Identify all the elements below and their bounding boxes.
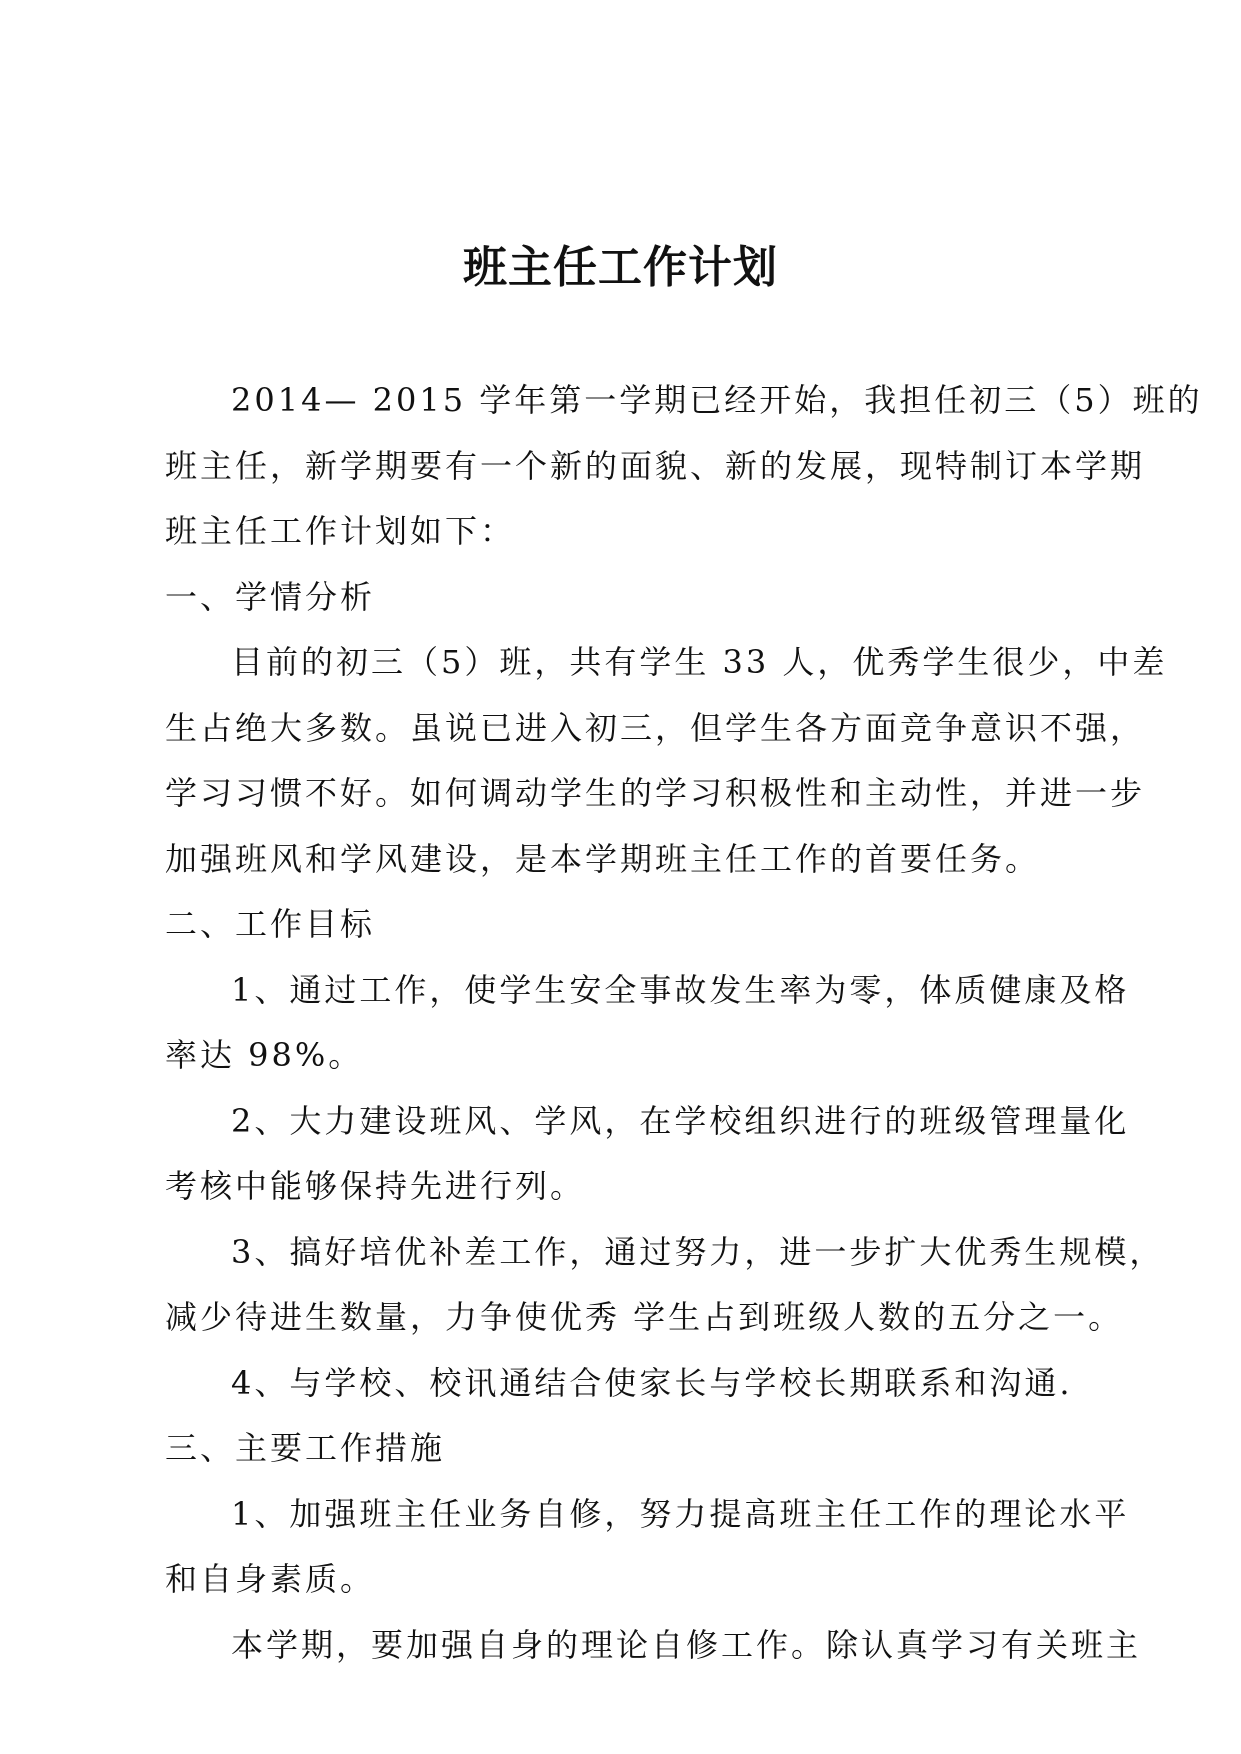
text-line: 班主任，新学期要有一个新的面貌、新的发展，现特制订本学期: [165, 446, 1146, 485]
text-line: 学习习惯不好。如何调动学生的学习积极性和主动性，并进一步: [165, 774, 1146, 812]
text-line: 目前的初三（5）班，共有学生 33 人，优秀学生很少，中差: [231, 643, 1168, 681]
text-line: 和自身素质。: [165, 1560, 376, 1598]
text-line: 加强班风和学风建设，是本学期班主任工作的首要任务。: [165, 839, 1041, 878]
text-line: 2014— 2015 学年第一学期已经开始，我担任初三（5）班的: [231, 381, 1203, 419]
text-line: 生占绝大多数。虽说已进入初三，但学生各方面竞争意识不强，: [165, 708, 1146, 747]
document-body: [165, 368, 1203, 1678]
text-line: 率达 98%。: [165, 1036, 364, 1074]
text-line: 1、通过工作，使学生安全事故发生率为零，体质健康及格: [231, 970, 1130, 1009]
text-line: 1、加强班主任业务自修，努力提高班主任工作的理论水平: [231, 1494, 1130, 1533]
text-line: 考核中能够保持先进行列。: [165, 1167, 586, 1205]
text-line: 本学期，要加强自身的理论自修工作。除认真学习有关班主: [231, 1625, 1142, 1664]
text-line: 4、与学校、校讯通结合使家长与学校长期联系和沟通.: [231, 1363, 1073, 1402]
text-line: 三、主要工作措施: [165, 1429, 446, 1467]
text-line: 班主任工作计划如下：: [165, 512, 516, 550]
text-line: 3、搞好培优补差工作，通过努力，进一步扩大优秀生规模，: [231, 1232, 1165, 1271]
text-line: 二、工作目标: [165, 905, 376, 943]
text-line: 一、学情分析: [165, 577, 376, 616]
page-title: 班主任工作计划: [463, 242, 778, 293]
text-line: 2、大力建设班风、学风，在学校组织进行的班级管理量化: [231, 1101, 1130, 1140]
text-line: 减少待进生数量，力争使优秀 学生占到班级人数的五分之一。: [165, 1298, 1124, 1336]
